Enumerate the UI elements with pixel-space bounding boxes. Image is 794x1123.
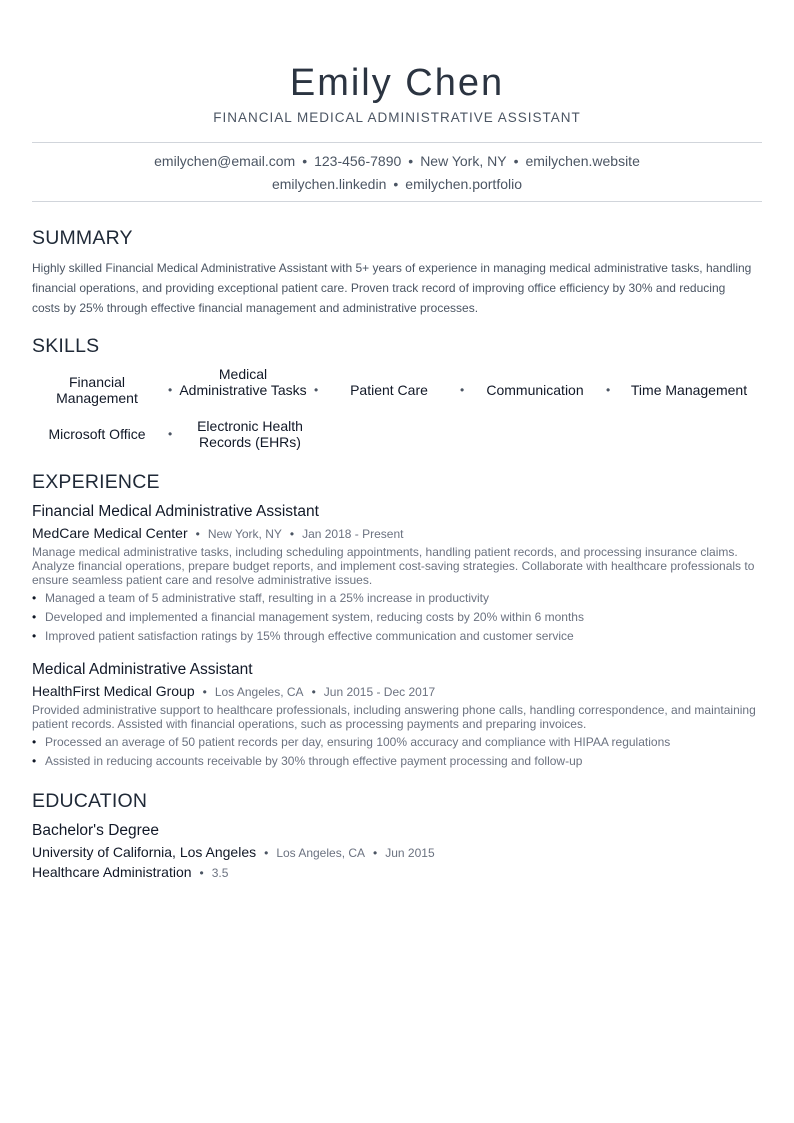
candidate-name: Emily Chen bbox=[289, 62, 505, 104]
summary-heading: SUMMARY bbox=[32, 227, 133, 249]
skill-separator: • bbox=[168, 383, 173, 397]
meta-separator: • bbox=[311, 685, 316, 699]
contact-linkedin[interactable]: emilychen.linkedin bbox=[271, 176, 387, 192]
contact-separator: • bbox=[513, 153, 519, 169]
contact-line-2 bbox=[32, 176, 762, 192]
bullet-marker: • bbox=[32, 735, 37, 749]
skill-item: Time Management bbox=[630, 382, 748, 398]
education-field-meta bbox=[32, 864, 228, 880]
bullet-marker: • bbox=[32, 629, 37, 643]
job-dates: Jan 2018 - Present bbox=[302, 527, 404, 541]
job-bullet: • Managed a team of 5 administrative staff, resulting in a 25% increase in productivity bbox=[32, 591, 490, 605]
job-bullet: • Improved patient satisfaction ratings by 15% through effective communication and customer service bbox=[32, 629, 574, 643]
education-school: University of California, Los Angeles bbox=[32, 844, 257, 860]
meta-separator: • bbox=[289, 527, 295, 541]
skill-item: Electronic Health Records (EHRs) bbox=[197, 418, 303, 450]
contact-location: New York, NY bbox=[420, 153, 507, 169]
contact-website[interactable]: emilychen.website bbox=[525, 153, 640, 169]
job-title: Medical Administrative Assistant bbox=[32, 661, 253, 678]
job-meta bbox=[32, 525, 403, 541]
meta-separator: • bbox=[199, 866, 204, 880]
bullet-marker: • bbox=[32, 754, 37, 768]
contact-phone[interactable]: 123-456-7890 bbox=[314, 153, 402, 169]
education-meta bbox=[32, 844, 435, 860]
candidate-role: FINANCIAL MEDICAL ADMINISTRATIVE ASSISTANT bbox=[213, 110, 581, 125]
meta-separator: • bbox=[202, 685, 207, 699]
job-company: MedCare Medical Center bbox=[32, 525, 188, 541]
job-location: Los Angeles, CA bbox=[214, 685, 304, 699]
education-gpa: 3.5 bbox=[211, 866, 229, 880]
education-field: Healthcare Administration bbox=[32, 864, 192, 880]
skill-item: Communication bbox=[486, 382, 584, 398]
bullet-marker: • bbox=[32, 610, 37, 624]
header-divider-top bbox=[32, 142, 762, 143]
skill-item: Financial Management bbox=[56, 374, 138, 406]
skills-heading: SKILLS bbox=[32, 335, 100, 357]
job-description: Manage medical administrative tasks, including scheduling appointments, handling patient records, and processing insurance claims. Analyze financial operations, prepare budget reports, and implement cost-saving strategies. Collaborate with healthcare professionals to ensure seamless patient care and resolve administrative issues. bbox=[32, 545, 755, 587]
meta-separator: • bbox=[264, 846, 269, 860]
skill-item: Patient Care bbox=[350, 382, 428, 398]
skill-separator: • bbox=[606, 383, 611, 397]
education-heading: EDUCATION bbox=[32, 790, 148, 812]
skill-separator: • bbox=[460, 383, 465, 397]
job-bullet: • Developed and implemented a financial management system, reducing costs by 20% within 6 months bbox=[32, 610, 584, 624]
education-degree: Bachelor's Degree bbox=[32, 822, 160, 839]
contact-email[interactable]: emilychen@email.com bbox=[154, 153, 296, 169]
contact-separator: • bbox=[393, 176, 399, 192]
job-company: HealthFirst Medical Group bbox=[32, 683, 195, 699]
skill-item: Microsoft Office bbox=[48, 426, 146, 442]
summary-text: Highly skilled Financial Medical Administrative Assistant with 5+ years of experience in managing medical administrative tasks, handling financial operations, and providing exceptional patient care. Proven track record of improving office efficiency by 30% and reducing costs by 25% through effective financial management and administrative processes. bbox=[32, 261, 752, 315]
job-title: Financial Medical Administrative Assistant bbox=[32, 503, 319, 520]
bullet-marker: • bbox=[32, 591, 37, 605]
job-bullet: • Processed an average of 50 patient records per day, ensuring 100% accuracy and compliance with HIPAA regulations bbox=[32, 735, 671, 749]
contact-line-1 bbox=[32, 153, 762, 169]
job-dates: Jun 2015 - Dec 2017 bbox=[323, 685, 436, 699]
skill-item: Medical Administrative Tasks bbox=[179, 366, 307, 398]
contact-separator: • bbox=[302, 153, 308, 169]
meta-separator: • bbox=[195, 527, 200, 541]
job-bullet: • Assisted in reducing accounts receivable by 30% through effective payment processing and follow-up bbox=[32, 754, 583, 768]
meta-separator: • bbox=[373, 846, 378, 860]
skill-separator: • bbox=[314, 383, 319, 397]
job-description: Provided administrative support to healthcare professionals, including answering phone calls, handling correspondence, and maintaining patient records. Assisted with financial operations, such as processing payments and preparing invoices. bbox=[32, 703, 756, 731]
job-location: New York, NY bbox=[207, 527, 282, 541]
experience-heading: EXPERIENCE bbox=[32, 471, 160, 493]
skill-separator: • bbox=[168, 427, 173, 441]
education-date: Jun 2015 bbox=[385, 846, 435, 860]
job-meta bbox=[32, 683, 435, 699]
header-divider-bottom bbox=[32, 201, 762, 202]
contact-portfolio[interactable]: emilychen.portfolio bbox=[405, 176, 523, 192]
contact-separator: • bbox=[408, 153, 414, 169]
education-location: Los Angeles, CA bbox=[276, 846, 366, 860]
